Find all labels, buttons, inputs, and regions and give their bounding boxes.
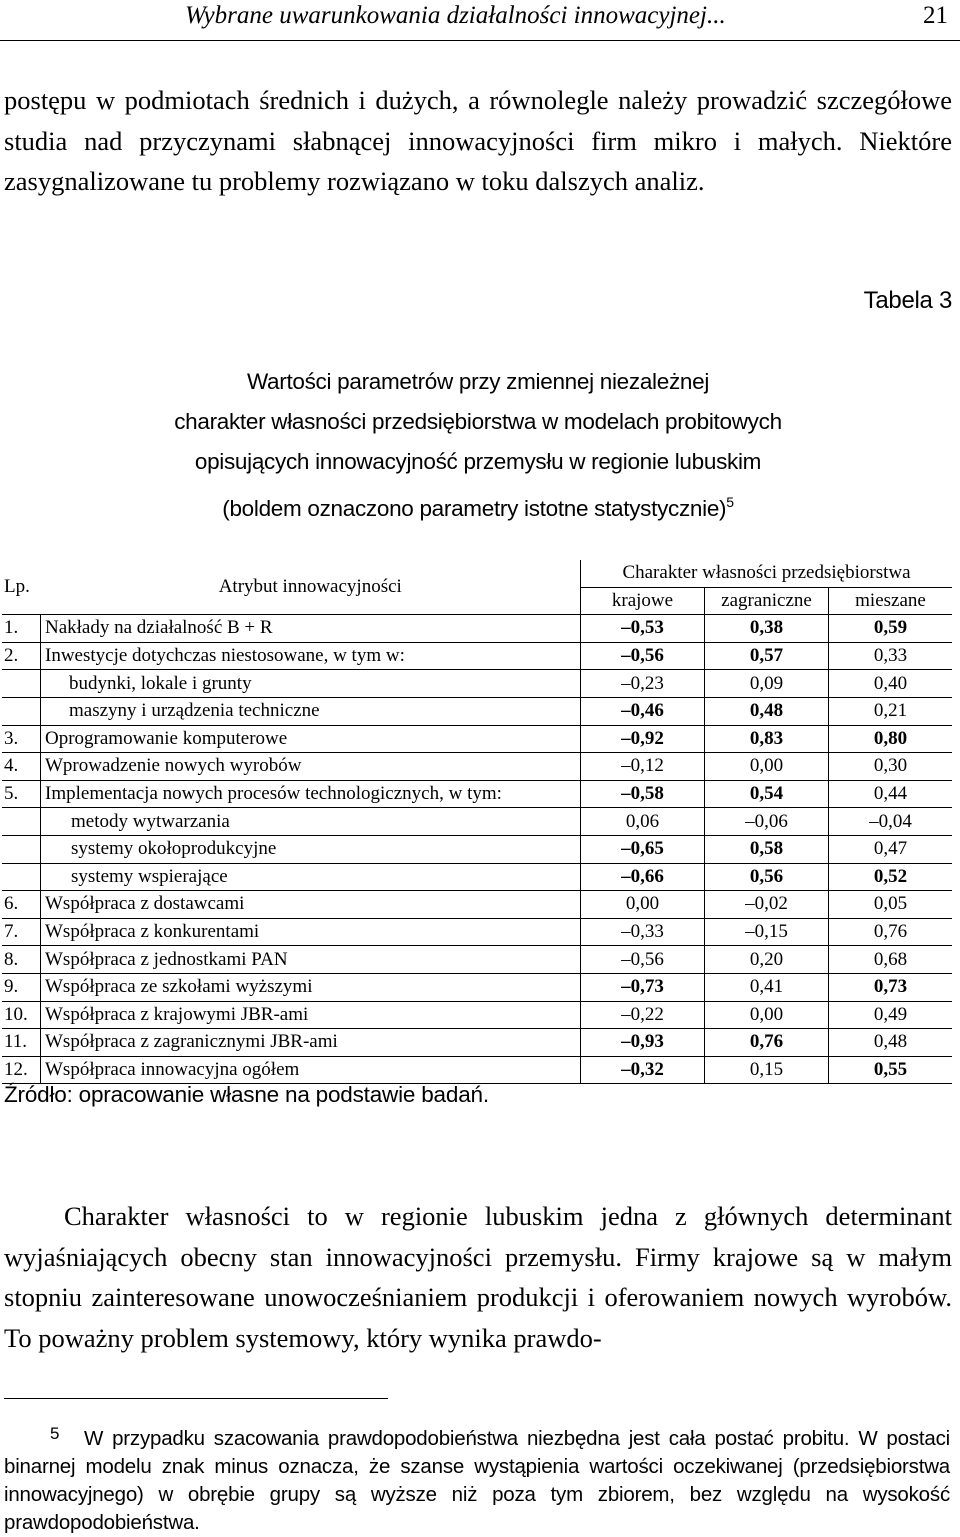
row-lp: 3. [4,727,19,749]
row-attribute: Implementacja nowych procesów technologicznych, w tym: [41,780,581,808]
cell-zagraniczne: 0,48 [705,697,829,725]
cell-zagraniczne: 0,57 [705,642,829,670]
caption-line [0,482,956,529]
table-row [2,808,952,836]
footnote-reference: 5 [726,494,734,510]
cell-zagraniczne: –0,06 [705,808,829,836]
header-col-mieszane: mieszane [829,587,953,615]
cell-mieszane: 0,44 [829,780,953,808]
row-attribute: maszyny i urządzenia techniczne [41,697,581,725]
cell-zagraniczne: 0,00 [705,753,829,781]
row-attribute: Współpraca z jednostkami PAN [41,946,581,974]
cell-mieszane: 0,52 [829,863,953,891]
cell-mieszane: 0,30 [829,753,953,781]
footnote-rule [4,1398,388,1399]
header-ownership-group: Charakter własności przedsiębiorstwa [581,560,953,587]
table-row [2,973,952,1001]
cell-krajowe: –0,66 [581,863,705,891]
table-row [2,780,952,808]
row-lp [2,863,41,891]
cell-mieszane: 0,80 [829,725,953,753]
cell-krajowe: –0,56 [581,946,705,974]
table-row [2,753,952,781]
row-attribute: Współpraca z dostawcami [41,891,581,919]
table-row [2,670,952,698]
cell-mieszane: 0,05 [829,891,953,919]
cell-mieszane: 0,21 [829,697,953,725]
cell-krajowe: –0,23 [581,670,705,698]
table-row [2,835,952,863]
row-lp: 9. [4,976,19,998]
page-number: 21 [923,2,948,29]
row-attribute: systemy okołoprodukcyjne [41,835,581,863]
row-attribute: systemy wspierające [41,863,581,891]
row-attribute: Współpraca z zagranicznymi JBR-ami [41,1029,581,1057]
cell-zagraniczne: 0,58 [705,835,829,863]
table-body [2,615,952,1084]
running-title: Wybrane uwarunkowania działalności innowacyjnej... [185,2,726,29]
table-row [2,918,952,946]
cell-zagraniczne: 0,20 [705,946,829,974]
cell-krajowe: –0,56 [581,642,705,670]
row-attribute: Wprowadzenie nowych wyrobów [41,753,581,781]
cell-mieszane: –0,04 [829,808,953,836]
row-lp: 10. [4,1003,28,1025]
cell-zagraniczne: 0,09 [705,670,829,698]
cell-mieszane: 0,55 [829,1056,953,1084]
cell-krajowe: –0,32 [581,1056,705,1084]
cell-krajowe: –0,65 [581,835,705,863]
row-lp: 2. [4,645,19,667]
intro-paragraph: postępu w podmiotach średnich i dużych, a równolegle należy prowadzić szczegółowe studia nad przyczynami słabnącej innowacyjności firm mikro i małych. Niektóre zasygnalizowane tu problemy rozwiązano w toku dalszych analiz. [4,85,952,196]
caption-line: charakter własności przedsiębiorstwa w modelach probitowych [174,409,782,434]
row-lp: 7. [4,921,19,943]
cell-krajowe: –0,58 [581,780,705,808]
row-attribute: budynki, lokale i grunty [41,670,581,698]
body-paragraph-text: Charakter własności to w regionie lubuskim jedna z głównych determinant wyjaśniających obecny stan innowacyjności przemysłu. Firmy krajowe są w małym stopniu zainteresowane unowocześnianiem produkcji i oferowaniem nowych wyrobów. To poważny problem systemowy, który wynika prawdo- [4,1201,952,1353]
footnote-mark: 5 [50,1424,60,1443]
row-attribute: Współpraca innowacyjna ogółem [41,1056,581,1084]
row-attribute: Inwestycje dotychczas niestosowane, w tym w: [41,642,581,670]
parameters-table [2,560,952,1084]
row-attribute: Oprogramowanie komputerowe [41,725,581,753]
row-attribute: Współpraca z konkurentami [41,918,581,946]
table-row [2,725,952,753]
cell-mieszane: 0,59 [829,615,953,643]
cell-krajowe: –0,73 [581,973,705,1001]
caption-line-text: (boldem oznaczono parametry istotne statystycznie) [222,496,727,521]
table-row [2,1029,952,1057]
cell-zagraniczne: –0,15 [705,918,829,946]
cell-krajowe: –0,92 [581,725,705,753]
cell-krajowe: 0,06 [581,808,705,836]
cell-zagraniczne: 0,15 [705,1056,829,1084]
row-lp [2,808,41,836]
cell-mieszane: 0,76 [829,918,953,946]
cell-krajowe: 0,00 [581,891,705,919]
cell-krajowe: –0,93 [581,1029,705,1057]
body-paragraph [4,1196,952,1358]
row-lp: 4. [4,755,19,777]
row-lp [2,670,41,698]
cell-zagraniczne: –0,02 [705,891,829,919]
cell-mieszane: 0,68 [829,946,953,974]
table-row [2,1001,952,1029]
cell-krajowe: –0,12 [581,753,705,781]
row-attribute: metody wytwarzania [41,808,581,836]
header-attribute: Atrybut innowacyjności [218,576,402,598]
cell-mieszane: 0,49 [829,1001,953,1029]
row-attribute: Współpraca z krajowymi JBR-ami [41,1001,581,1029]
cell-mieszane: 0,73 [829,973,953,1001]
cell-zagraniczne: 0,76 [705,1029,829,1057]
cell-mieszane: 0,47 [829,835,953,863]
header-col-zagraniczne: zagraniczne [705,587,829,615]
header-lp: Lp. [4,576,30,598]
footnote-text: W przypadku szacowania prawdopodobieństwa niezbędna jest cała postać probitu. W postaci binarnej modelu znak minus oznacza, że szanse wystąpienia wartości oczekiwanej (przedsiębiorstwa innowacyjnego) w obrębie grupy są wyższe niż poza tym zbiorem, bez względu na wysokość prawdopodobieństwa. [4,1427,950,1534]
footnote [4,1420,950,1537]
cell-zagraniczne: 0,00 [705,1001,829,1029]
table-label: Tabela 3 [863,287,952,314]
cell-mieszane: 0,40 [829,670,953,698]
table-row [2,863,952,891]
cell-krajowe: –0,53 [581,615,705,643]
table-row [2,697,952,725]
row-attribute: Nakłady na działalność B + R [41,615,581,643]
cell-krajowe: –0,46 [581,697,705,725]
table-row [2,642,952,670]
caption-line: opisujących innowacyjność przemysłu w regionie lubuskim [194,449,762,474]
cell-krajowe: –0,33 [581,918,705,946]
cell-zagraniczne: 0,41 [705,973,829,1001]
table-row [2,615,952,643]
row-lp [2,697,41,725]
row-lp: 11. [4,1031,28,1053]
row-lp: 8. [4,948,19,970]
cell-zagraniczne: 0,38 [705,615,829,643]
table-row [2,891,952,919]
row-lp: 5. [4,783,19,805]
cell-zagraniczne: 0,83 [705,725,829,753]
caption-line: Wartości parametrów przy zmiennej niezależnej [246,369,710,394]
header-col-krajowe: krajowe [581,587,705,615]
table-source: Źródło: opracowanie własne na podstawie badań. [4,1082,489,1107]
row-lp: 6. [4,893,19,915]
table-row [2,946,952,974]
cell-krajowe: –0,22 [581,1001,705,1029]
row-lp: 12. [4,1058,28,1080]
cell-mieszane: 0,33 [829,642,953,670]
cell-zagraniczne: 0,54 [705,780,829,808]
cell-zagraniczne: 0,56 [705,863,829,891]
cell-mieszane: 0,48 [829,1029,953,1057]
row-lp [2,835,41,863]
row-lp: 1. [4,617,19,639]
table-caption [0,362,956,529]
page-header [0,0,960,41]
row-attribute: Współpraca ze szkołami wyższymi [41,973,581,1001]
